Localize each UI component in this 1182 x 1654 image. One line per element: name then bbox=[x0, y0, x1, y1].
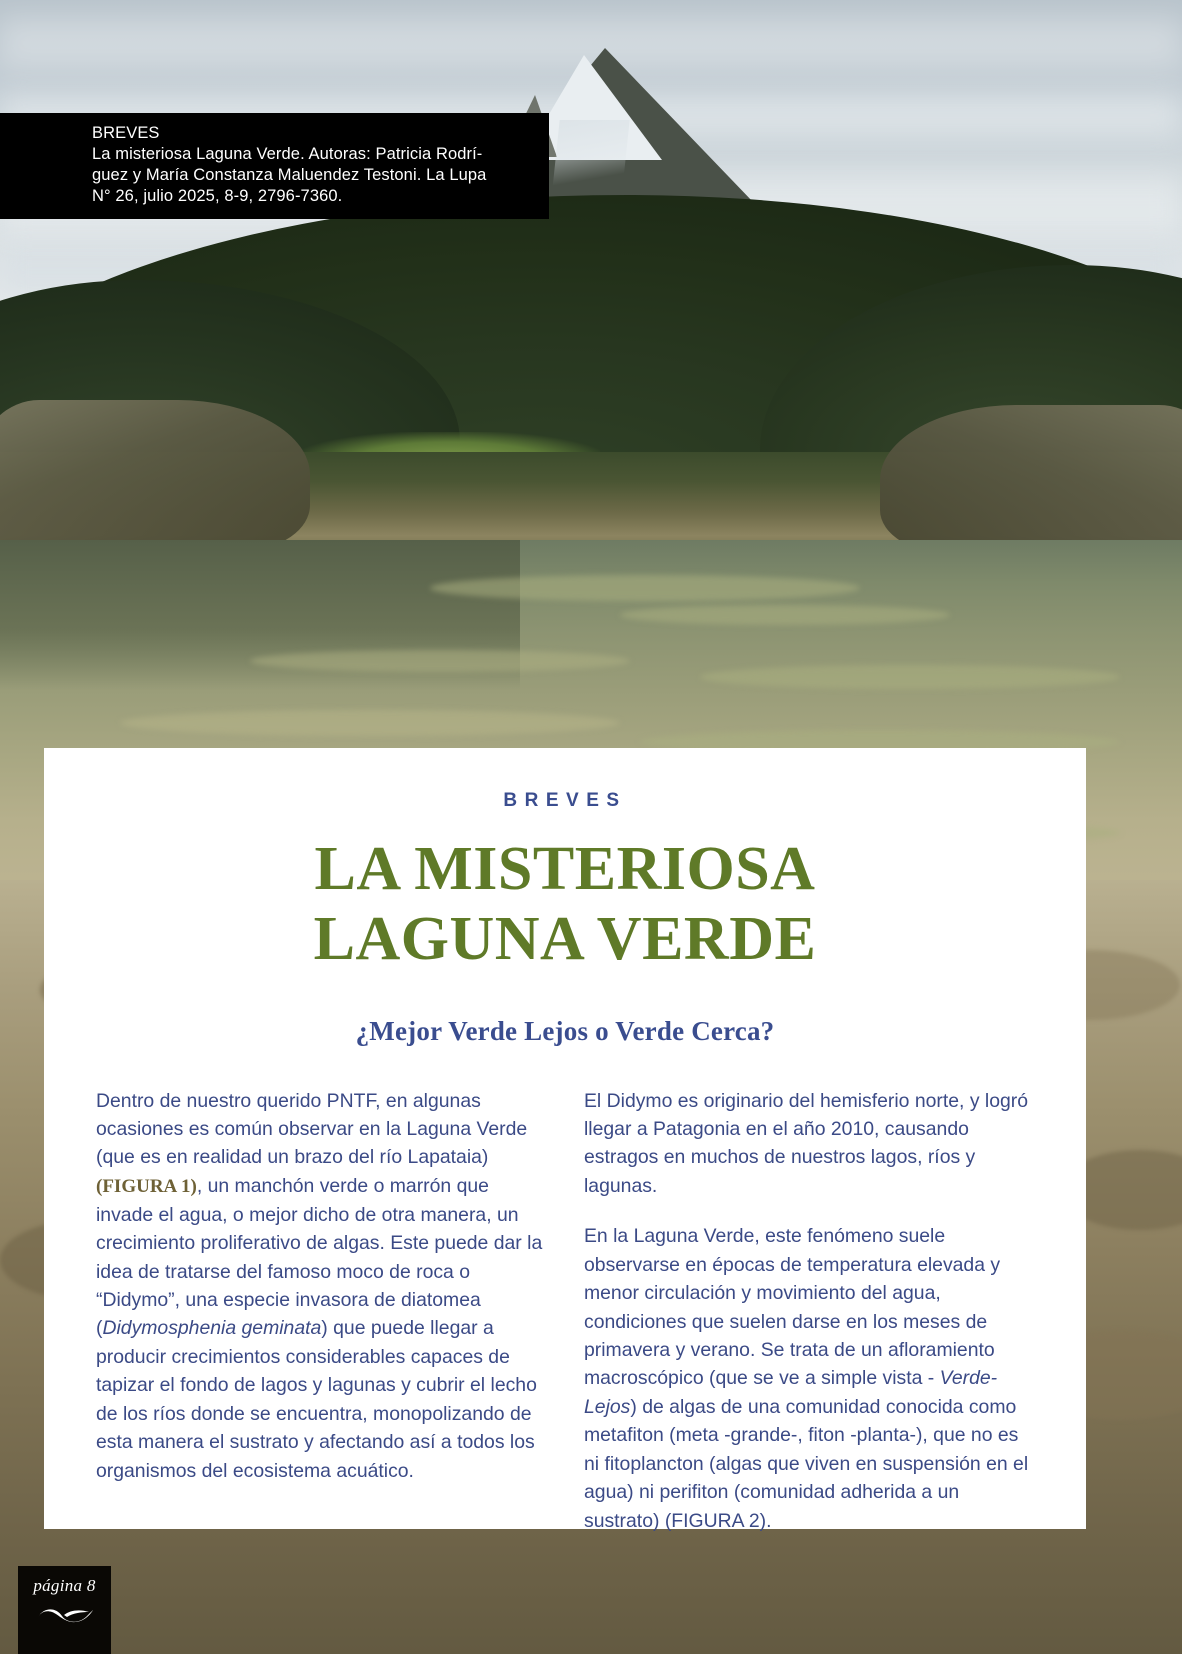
figure-reference: (FIGURA 1) bbox=[96, 1175, 197, 1197]
mountain-snow-streak bbox=[552, 120, 629, 190]
right-column bbox=[584, 1087, 1034, 1557]
algae-patch bbox=[120, 710, 620, 736]
algae-patch bbox=[620, 605, 950, 625]
flourish-ornament-icon bbox=[18, 1603, 111, 1627]
article-card bbox=[44, 748, 1086, 1532]
term-emphasis: Verde-Lejos bbox=[584, 1367, 998, 1418]
citation-line-2: La misteriosa Laguna Verde. Autoras: Patricia Rodrí- bbox=[92, 145, 483, 164]
shore-rocks-left bbox=[0, 400, 310, 550]
algae-patch bbox=[430, 575, 860, 601]
paragraph-right-2 bbox=[584, 1222, 1034, 1535]
algae-patch bbox=[250, 650, 630, 672]
shore-rocks-right bbox=[880, 405, 1182, 555]
citation-banner bbox=[0, 113, 549, 219]
section-kicker: BREVES bbox=[503, 790, 627, 811]
page-title bbox=[44, 834, 1086, 974]
left-column bbox=[96, 1087, 546, 1557]
paragraph-right-1: El Didymo es originario del hemisferio norte, y logró llegar a Patagonia en el año 2010, causando estragos en muchos de nuestros lagos, ríos y lagunas. bbox=[584, 1089, 1029, 1197]
citation-line-4: N° 26, julio 2025, 8-9, 2796-7360. bbox=[92, 187, 343, 206]
citation-line-1: BREVES bbox=[92, 124, 160, 142]
article-subtitle: ¿Mejor Verde Lejos o Verde Cerca? bbox=[355, 1015, 775, 1046]
paragraph-text: En la Laguna Verde, este fenómeno suele observarse en épocas de temperatura elevada y menor circulación y movimiento del agua, condiciones que suelen darse en los meses de primavera y verano. Se trata de un afloramiento macroscópico (que se ve a simple vista - bbox=[584, 1225, 1001, 1390]
species-name: Didymosphenia geminata bbox=[102, 1317, 322, 1340]
paragraph-text: ) de algas de una comunidad conocida como metafiton (meta -grande-, fiton -planta-), que no es ni fitoplancton (algas que viven en suspensión en el agua) ni perifiton (comunidad adherida a un sustrato) (FIGURA 2). bbox=[584, 1395, 1029, 1532]
paragraph-text: ) que puede llegar a producir crecimientos considerables capaces de tapizar el fondo de lagos y lagunas y cubrir el lecho de los ríos donde se encuentra, monopolizando de esta manera el sustrato y afectando así a todos los organismos del ecosistema acuático. bbox=[96, 1317, 537, 1482]
algae-patch bbox=[700, 665, 1120, 689]
page-number-label: página 8 bbox=[33, 1576, 96, 1595]
paragraph-text: , un manchón verde o marrón que invade el agua, o mejor dicho de otra manera, un crecimiento proliferativo de algas. Este puede dar la idea de tratarse del famoso moco de roca o “Didymo”, una especie invasora de diatomea ( bbox=[96, 1174, 543, 1340]
article-body bbox=[96, 1087, 1034, 1557]
page-folio-badge bbox=[18, 1566, 111, 1654]
paragraph-left-1 bbox=[96, 1087, 546, 1485]
title-line-2: LAGUNA VERDE bbox=[313, 905, 817, 974]
title-line-1: LA MISTERIOSA bbox=[314, 835, 816, 903]
paragraph-text: Dentro de nuestro querido PNTF, en algunas ocasiones es común observar en la Laguna Verde (que es en realidad un brazo del río Lapataia) bbox=[96, 1089, 528, 1169]
citation-line-3: guez y María Constanza Maluendez Testoni. La Lupa bbox=[92, 166, 487, 185]
